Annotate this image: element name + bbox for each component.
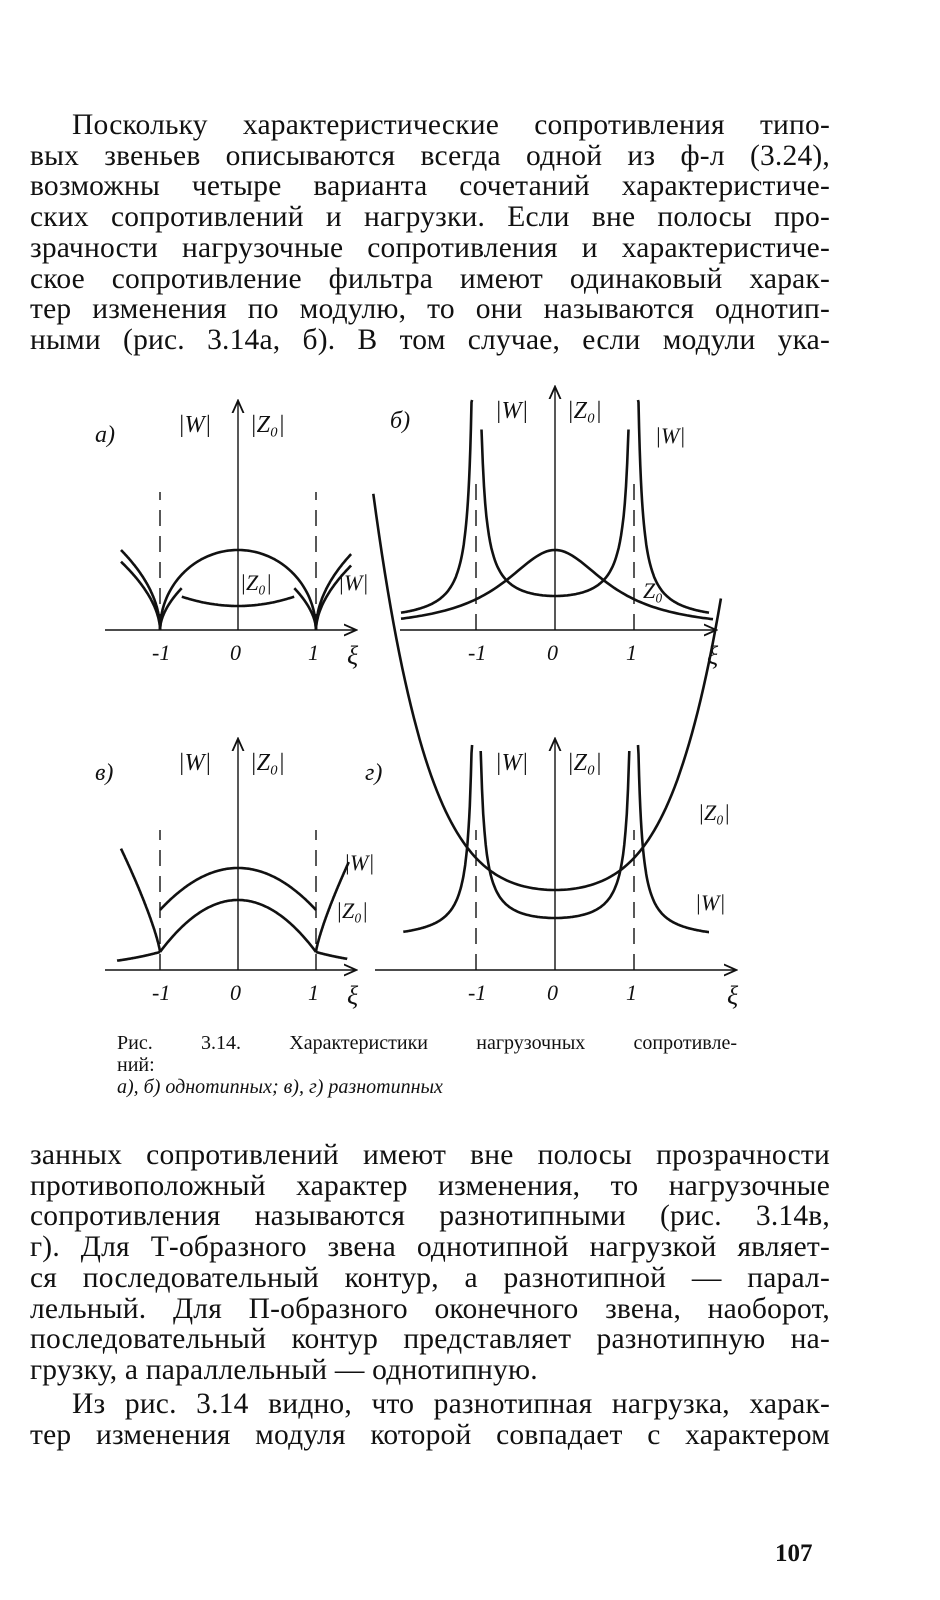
caption-line-1: Рис. 3.14. Характеристики нагрузочных сопротивле- [117, 1032, 737, 1054]
tick-label: 0 [230, 640, 241, 665]
z0-curve [373, 494, 721, 890]
text-line: тер изменения по модулю, то они называются однотип- [30, 293, 830, 326]
text-line: ских сопротивлений и нагрузки. Если вне полосы про- [30, 201, 830, 234]
text-line: лельный. Для П-образного оконечного звена, наоборот, [30, 1292, 830, 1325]
w-axis-label: |W| [495, 398, 529, 424]
text-line: Поскольку характеристические сопротивления типо- [72, 109, 830, 141]
w-curve-left [401, 400, 472, 613]
paragraph-bottom [30, 1140, 830, 1386]
curve-label: Z₀ [643, 578, 663, 603]
tick-label: 1 [626, 980, 637, 1005]
text-line: тер изменения модуля которой совпадает с характером [30, 1418, 830, 1451]
tick-label: 0 [547, 640, 558, 665]
text-line: последовательный контур представляет разнотипную на- [30, 1323, 830, 1356]
curve-label: |W| [338, 570, 369, 595]
text-line: Из рис. 3.14 видно, что разнотипная нагрузка, харак- [72, 1388, 830, 1420]
page-number: 107 [775, 1540, 813, 1567]
w-curve-left [121, 550, 160, 630]
figure-panel [95, 402, 368, 670]
x-axis-symbol: ξ [347, 641, 359, 670]
curve-label: |W| [344, 850, 375, 875]
panel-label: в) [95, 760, 114, 786]
caption-line-2: ний: [117, 1054, 155, 1076]
w-axis-label: |W| [178, 750, 212, 776]
text-line: грузку, а параллельный — однотипную. [30, 1353, 538, 1386]
paragraph-last [30, 1389, 830, 1450]
curve-label: |W| [655, 423, 686, 448]
curve-label: |Z₀| [336, 898, 368, 923]
z0-outer-right [316, 952, 347, 959]
tick-label: 1 [308, 640, 319, 665]
paragraph-top [30, 110, 830, 356]
text-line: сопротивления называются разнотипными (рис. 3.14в, [30, 1200, 830, 1233]
text-line: ся последовательный контур, а разнотипной — парал- [30, 1261, 830, 1294]
z0-axis-label: |Z₀| [250, 412, 285, 438]
panel-label: а) [95, 422, 115, 448]
z0-axis-label: |Z₀| [250, 750, 285, 776]
panel-label: б) [390, 408, 411, 434]
caption-line-3: а), б) однотипных; в), г) разнотипных [117, 1076, 443, 1098]
text-line: ными (рис. 3.14а, б). В том случае, если модули ука- [30, 323, 830, 356]
figure-3-14 [90, 380, 770, 1020]
x-axis-symbol: ξ [727, 981, 739, 1010]
curve-label: |Z₀| [698, 800, 730, 825]
curve-label: |Z₀| [240, 570, 272, 595]
z0-curve [401, 550, 713, 619]
figure-caption [117, 1032, 737, 1098]
tick-label: -1 [468, 640, 487, 665]
figure-panel [365, 494, 739, 1010]
tick-label: 0 [230, 980, 241, 1005]
tick-label: -1 [152, 640, 171, 665]
w-axis-label: |W| [495, 750, 529, 776]
x-axis-symbol: ξ [347, 981, 359, 1010]
figure-panel [390, 388, 719, 670]
w-outer-left [121, 849, 160, 952]
text-line: ское сопротивление фильтра имеют одинаковый харак- [30, 262, 830, 295]
tick-label: -1 [152, 980, 171, 1005]
text-line: занных сопротивлений имеют вне полосы прозрачности [30, 1139, 830, 1171]
tick-label: -1 [468, 980, 487, 1005]
text-line: возможны четыре варианта сочетаний характеристиче- [30, 170, 830, 203]
tick-label: 0 [547, 980, 558, 1005]
z0-outer-left [117, 952, 160, 961]
text-line: г). Для Т-образного звена однотипной нагрузкой являет- [30, 1231, 830, 1264]
text-line: вых звеньев описываются всегда одной из ф-л (3.24), [30, 139, 830, 172]
tick-label: 1 [308, 980, 319, 1005]
z0-axis-label: |Z₀| [567, 398, 602, 424]
z0-axis-label: |Z₀| [567, 750, 602, 776]
x-axis-symbol: ξ [707, 641, 719, 670]
curve-label: |W| [695, 890, 726, 915]
figure-panel [95, 740, 374, 1010]
text-line: зрачности нагрузочные сопротивления и характеристиче- [30, 231, 830, 264]
panel-label: г) [365, 760, 383, 786]
tick-label: 1 [626, 640, 637, 665]
text-line: противоположный характер изменения, то нагрузочные [30, 1169, 830, 1202]
w-axis-label: |W| [178, 412, 212, 438]
